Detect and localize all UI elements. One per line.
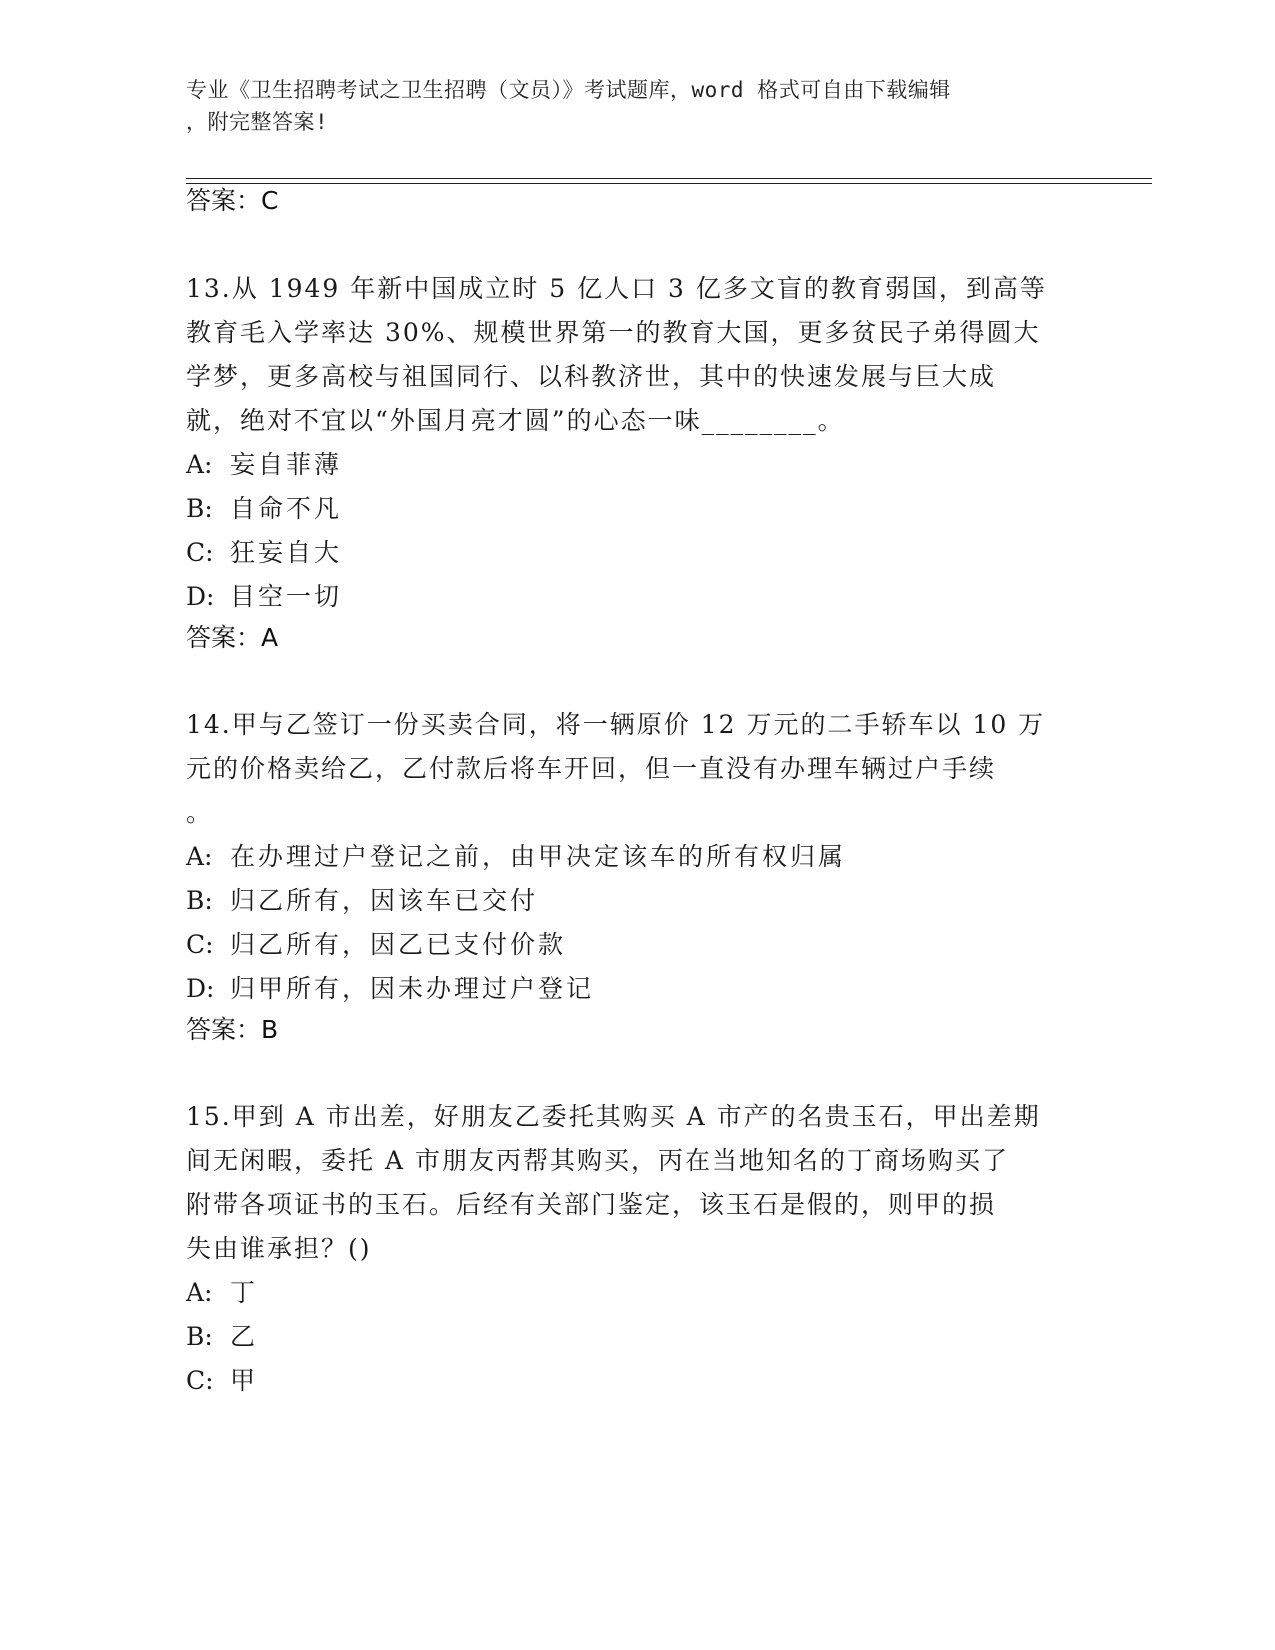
option-text: 甲 <box>230 1366 259 1395</box>
option-letter: D: <box>186 582 215 611</box>
q13-line-3: 学梦，更多高校与祖国同行、以科教济世，其中的快速发展与巨大成 <box>186 362 997 391</box>
option-text: 自命不凡 <box>230 494 343 523</box>
q14-option-d <box>186 973 594 1005</box>
option-text: 妄自菲薄 <box>230 450 343 479</box>
option-letter: A: <box>186 842 213 871</box>
q13-option-d <box>186 581 342 613</box>
option-letter: A: <box>186 1278 213 1307</box>
option-letter: C: <box>186 1366 214 1395</box>
q13-option-a <box>186 449 342 481</box>
q14-answer: 答案：B <box>186 1015 279 1044</box>
option-letter: C: <box>186 930 214 959</box>
header-line-2: ，附完整答案! <box>186 110 329 134</box>
q15-option-a <box>186 1277 258 1309</box>
q13-option-b <box>186 493 342 525</box>
option-letter: B: <box>186 1322 213 1351</box>
q13-option-c <box>186 537 342 569</box>
option-letter: D: <box>186 974 215 1003</box>
option-text: 归甲所有，因未办理过户登记 <box>230 974 595 1003</box>
option-letter: C: <box>186 538 214 567</box>
q13-line-1: 13.从 1949 年新中国成立时 5 亿人口 3 亿多文盲的教育弱国，到高等 <box>186 274 1047 303</box>
option-text: 目空一切 <box>230 582 343 611</box>
header-divider-top <box>186 178 1152 179</box>
q13-answer: 答案：A <box>186 623 279 652</box>
q15-line-4: 失由谁承担？() <box>186 1234 372 1263</box>
q14-option-c <box>186 929 566 961</box>
option-letter: B: <box>186 494 213 523</box>
q13-line-2: 教育毛入学率达 30%、规模世界第一的教育大国，更多贫民子弟得圆大 <box>186 318 1041 347</box>
option-letter: A: <box>186 450 213 479</box>
header-line-1: 专业《卫生招聘考试之卫生招聘（文员）》考试题库，word 格式可自由下载编辑 <box>186 78 951 102</box>
option-text: 丁 <box>230 1278 259 1307</box>
q14-line-2: 元的价格卖给乙，乙付款后将车开回，但一直没有办理车辆过户手续 <box>186 754 997 783</box>
q14-line-1: 14.甲与乙签订一份买卖合同，将一辆原价 12 万元的二手轿车以 10 万 <box>186 710 1046 739</box>
q13-line-4: 就，绝对不宜以“外国月亮才圆”的心态一味________。 <box>186 406 845 435</box>
option-text: 狂妄自大 <box>230 538 343 567</box>
q14-line-3: 。 <box>186 798 214 827</box>
option-text: 归乙所有，因乙已支付价款 <box>230 930 567 959</box>
q15-option-c <box>186 1365 258 1397</box>
q14-option-a <box>186 841 846 873</box>
header-divider-bottom <box>186 183 1152 184</box>
q14-option-b <box>186 885 538 917</box>
option-text: 在办理过户登记之前，由甲决定该车的所有权归属 <box>230 842 847 871</box>
answer-prev: 答案：C <box>186 186 279 215</box>
q15-line-3: 附带各项证书的玉石。后经有关部门鉴定，该玉石是假的，则甲的损 <box>186 1190 997 1219</box>
option-text: 归乙所有，因该车已交付 <box>230 886 539 915</box>
q15-line-2: 间无闲暇，委托 A 市朋友丙帮其购买，丙在当地知名的丁商场购买了 <box>186 1146 1009 1175</box>
q15-line-1: 15.甲到 A 市出差，好朋友乙委托其购买 A 市产的名贵玉石，甲出差期 <box>186 1102 1041 1131</box>
option-letter: B: <box>186 886 213 915</box>
option-text: 乙 <box>230 1322 259 1351</box>
q15-option-b <box>186 1321 258 1353</box>
document-header <box>186 74 1066 138</box>
